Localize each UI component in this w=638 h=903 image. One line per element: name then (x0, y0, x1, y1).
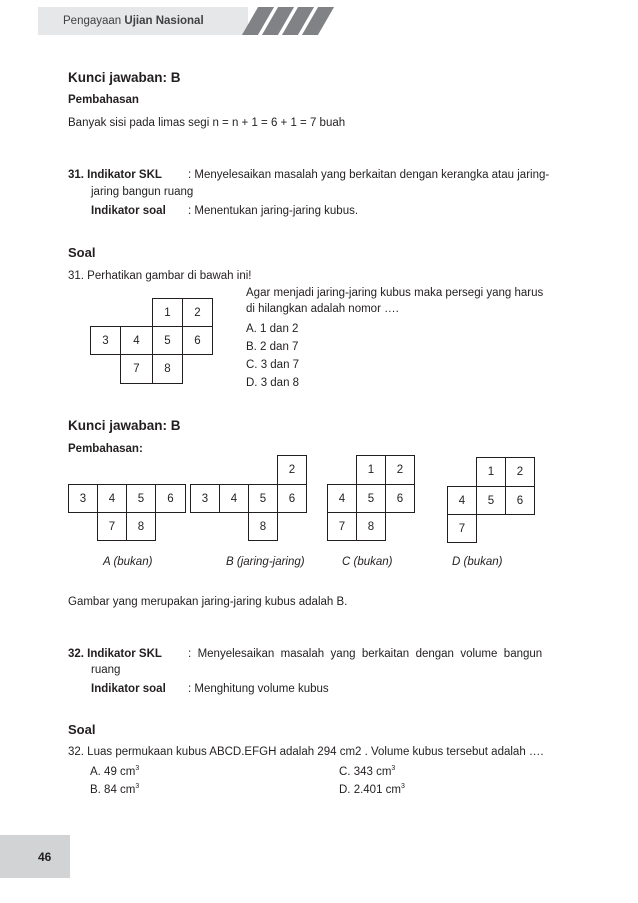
indikator-soal-text: : Menentukan jaring-jaring kubus. (188, 205, 359, 217)
indikator-skl-label: 32. Indikator SKL (68, 648, 162, 660)
net-b-caption: B (jaring-jaring) (226, 556, 305, 568)
indikator-skl-text: : Menyelesaikan masalah yang berkaitan dengan volume bangun (188, 648, 543, 660)
net-cell: 1 (152, 298, 183, 327)
soal-heading: Soal (68, 245, 96, 260)
indikator-skl-continuation: jaring bangun ruang (91, 186, 194, 198)
net-cell: 3 (90, 326, 121, 355)
kunci-jawaban-heading: Kunci jawaban: B (68, 418, 181, 433)
net-a-caption: A (bukan) (103, 556, 153, 568)
question-31-prompt: di hilangkan adalah nomor …. (246, 303, 399, 315)
pembahasan-label: Pembahasan (68, 94, 139, 106)
net-cell: 7 (120, 354, 153, 384)
net-cell: 8 (152, 354, 183, 384)
question-31-prompt: Agar menjadi jaring-jaring kubus maka persegi yang harus (246, 287, 544, 299)
net-cell: 7 (327, 512, 357, 541)
indikator-skl-label: 31. Indikator SKL (68, 169, 162, 181)
net-cell: 7 (447, 514, 477, 543)
net-cell: 3 (68, 484, 98, 513)
net-cell: 4 (327, 484, 357, 513)
net-d-caption: D (bukan) (452, 556, 503, 568)
net-cell: 7 (97, 512, 127, 541)
net-cell: 1 (356, 455, 386, 485)
net-cell: 6 (385, 484, 415, 513)
net-c-caption: C (bukan) (342, 556, 393, 568)
option-c: C. 343 $cm^3$ (339, 765, 396, 778)
net-cell: 8 (126, 512, 156, 541)
net-cell: 2 (182, 298, 213, 327)
net-cell: 4 (219, 484, 249, 513)
net-cell: 2 (385, 455, 415, 485)
net-cell: 4 (447, 486, 477, 515)
soal-heading: Soal (68, 722, 96, 737)
net-cell: 5 (126, 484, 156, 513)
net-cell: 6 (155, 484, 186, 513)
net-cell: 6 (182, 326, 213, 355)
net-cell: 6 (277, 484, 307, 513)
option-d: D. 3 dan 8 (246, 377, 300, 389)
net-cell: 5 (476, 486, 506, 515)
option-b: B. 84 $cm^3$ (90, 783, 140, 796)
kunci-jawaban-heading: Kunci jawaban: B (68, 70, 181, 85)
net-cell: 6 (505, 486, 535, 515)
net-cell: 5 (356, 484, 386, 513)
indikator-skl-continuation: ruang (91, 664, 121, 676)
option-d: D. 2.401 $cm^3$ (339, 783, 405, 796)
question-31: 31. Perhatikan gambar di bawah ini! (68, 270, 252, 282)
net-cell: 4 (97, 484, 127, 513)
option-a: A. 49 $cm^3$ (90, 765, 140, 778)
page-number: 46 (38, 850, 52, 864)
indikator-soal-text: : Menghitung volume kubus (188, 683, 329, 695)
option-c: C. 3 dan 7 (246, 359, 300, 371)
option-a: A. 1 dan 2 (246, 323, 299, 335)
net-cell: 4 (120, 326, 153, 355)
question-32: 32. Luas permukaan kubus ABCD.EFGH adalah 294 cm2 . Volume kubus tersebut adalah …. (68, 746, 544, 758)
net-cell: 2 (277, 455, 307, 485)
conclusion-text: Gambar yang merupakan jaring-jaring kubus adalah B. (68, 596, 348, 608)
net-cell: 2 (505, 457, 535, 487)
option-b: B. 2 dan 7 (246, 341, 299, 353)
header-title: Pengayaan Ujian Nasional (63, 15, 204, 27)
indikator-soal-label: Indikator soal (91, 683, 166, 695)
net-cell: 8 (356, 512, 386, 541)
pembahasan-text: Banyak sisi pada limas segi n = n + 1 = 6 + 1 = 7 buah (68, 117, 346, 129)
net-cell: 5 (152, 326, 183, 355)
net-cell: 3 (190, 484, 220, 513)
net-cell: 1 (476, 457, 506, 487)
net-cell: 5 (248, 484, 278, 513)
indikator-skl-text: : Menyelesaikan masalah yang berkaitan dengan kerangka atau jaring- (188, 169, 550, 181)
net-cell: 8 (248, 512, 278, 541)
indikator-soal-label: Indikator soal (91, 205, 166, 217)
pembahasan-label: Pembahasan: (68, 443, 143, 455)
page-number-block (0, 835, 70, 878)
page-header (38, 7, 336, 35)
